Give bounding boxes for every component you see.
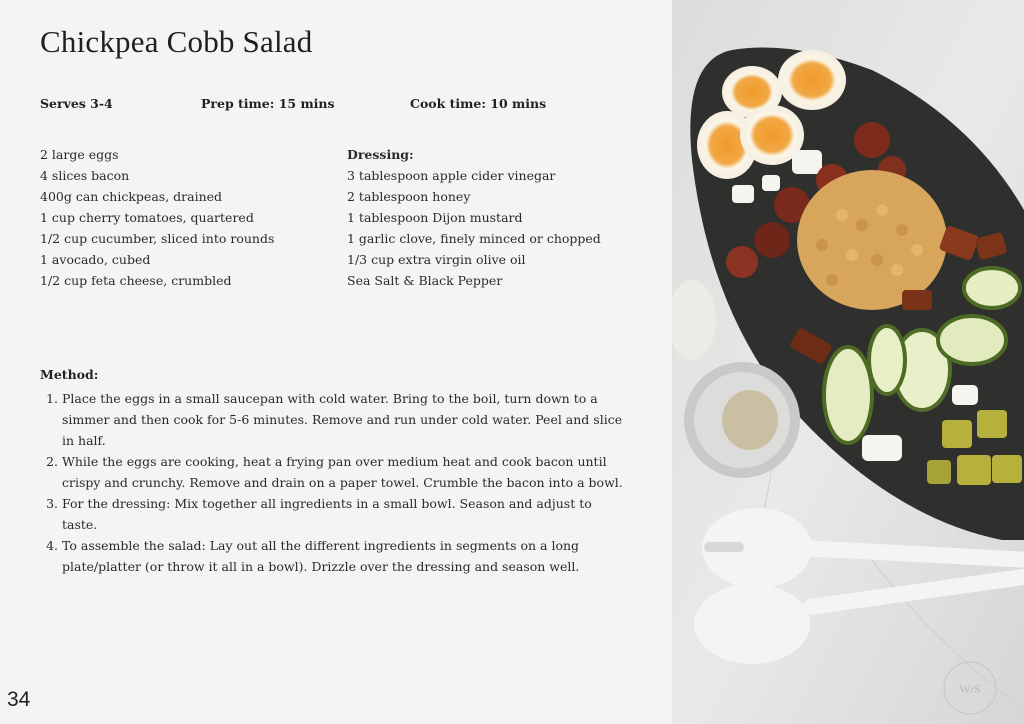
cook-time-label: Cook time: 10 mins [410, 96, 547, 111]
method-step: 3. For the dressing: Mix together all ingredients in a small bowl. Season and adjust to taste. [62, 493, 630, 535]
ingredient-item: 1 cup cherry tomatoes, quartered [40, 210, 254, 225]
salad-photo-illustration [672, 0, 1024, 724]
dressing-item: 2 tablespoon honey [347, 189, 471, 204]
method-step: 4. To assemble the salad: Lay out all the different ingredients in segments on a long plate/platter (or throw it all in a bowl). Drizzle over the dressing and season well. [62, 535, 630, 577]
ingredient-item: 400g can chickpeas, drained [40, 189, 223, 204]
method-steps [40, 388, 630, 577]
brand-logo-text: W/S [959, 682, 981, 696]
page-number: 34 [7, 688, 31, 711]
ingredient-item: 2 large eggs [40, 147, 119, 162]
ingredient-item: 1 avocado, cubed [40, 252, 151, 267]
method-heading: Method: [40, 367, 99, 382]
dressing-item: Sea Salt & Black Pepper [347, 273, 503, 288]
dressing-item: 1/3 cup extra virgin olive oil [347, 252, 526, 267]
ingredient-item: 4 slices bacon [40, 168, 130, 183]
dressing-list [347, 144, 601, 291]
dressing-item: 1 garlic clove, finely minced or chopped [347, 231, 601, 246]
recipe-title: Chickpea Cobb Salad [40, 24, 313, 59]
method-step: 2. While the eggs are cooking, heat a frying pan over medium heat and cook bacon until crispy and crunchy. Remove and drain on a paper towel. Crumble the bacon into a bowl. [62, 451, 630, 493]
method-step: 1. Place the eggs in a small saucepan with cold water. Bring to the boil, turn down to a simmer and then cook for 5-6 minutes. Remove and run under cold water. Peel and slice in half. [62, 388, 630, 451]
ingredient-item: 1/2 cup cucumber, sliced into rounds [40, 231, 275, 246]
ingredient-item: 1/2 cup feta cheese, crumbled [40, 273, 232, 288]
dressing-heading: Dressing: [347, 147, 414, 162]
dressing-item: 3 tablespoon apple cider vinegar [347, 168, 556, 183]
prep-time-label: Prep time: 15 mins [201, 96, 335, 111]
dressing-item: 1 tablespoon Dijon mustard [347, 210, 523, 225]
salad-photo [672, 0, 1024, 724]
chickpeas [797, 170, 947, 310]
serves-label: Serves 3-4 [40, 96, 113, 111]
salt-bowl [684, 362, 800, 478]
ingredients-list [40, 144, 274, 291]
